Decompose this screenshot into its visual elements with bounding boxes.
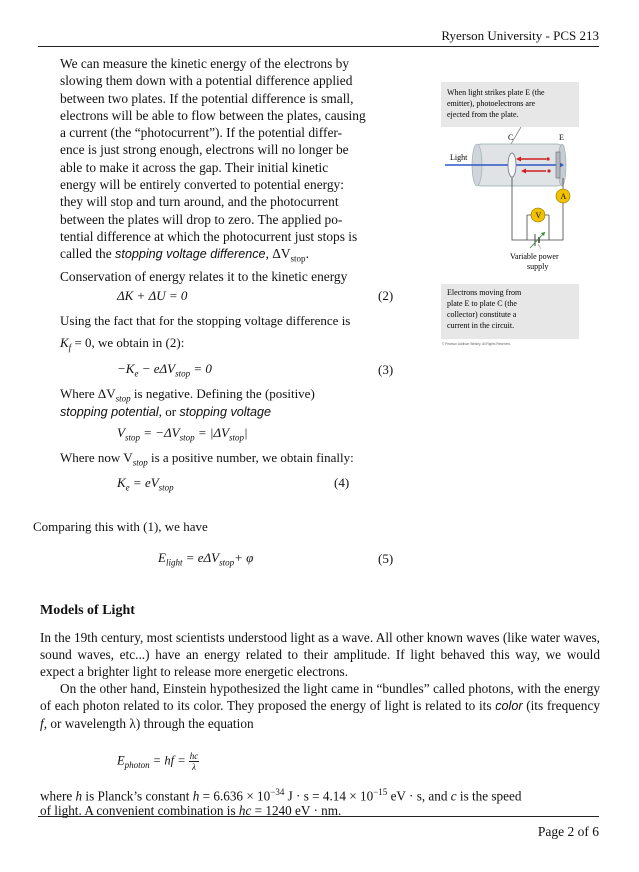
fraction-numerator: hc <box>189 751 199 761</box>
bottom-callout-line: collector) constitute a <box>447 310 517 319</box>
planck-exponent: −15 <box>373 787 388 797</box>
p2-text: , or wavelength λ) through the equation <box>43 716 254 731</box>
photon-eq-part: = hf = <box>149 753 189 768</box>
planck-part: eV · s, and <box>387 788 451 804</box>
equation-4-number: (4) <box>334 475 350 490</box>
stopping-potential-term: stopping potential <box>60 405 159 419</box>
vdef-sub: stop <box>179 432 195 443</box>
intro-line: they will stop and turn around, and the photocurrent <box>60 194 339 210</box>
period: . <box>305 246 309 262</box>
variable-power-label: supply <box>527 262 549 271</box>
where-negative-line <box>60 386 315 404</box>
top-callout-line: emitter), photoelectrons are <box>447 99 536 108</box>
stopping-voltage-difference-term: stopping voltage difference <box>115 247 266 262</box>
vdef-part: V <box>117 425 125 440</box>
top-callout-line: ejected from the plate. <box>447 110 519 119</box>
eq3-part: −K <box>117 361 135 376</box>
planck-constant-line <box>40 787 600 804</box>
equation-3-number: (3) <box>378 362 394 377</box>
planck-part: J · s = 4.14 × 10 <box>284 788 374 804</box>
planck-part: = 6.636 × 10 <box>199 788 271 804</box>
where-part: is negative. Defining the (positive) <box>130 386 315 401</box>
kf-subscript: f <box>68 342 72 353</box>
hc-over-lambda-fraction <box>189 751 200 772</box>
stopping-voltage-term: stopping voltage <box>179 405 272 419</box>
p2-text: On the other hand, Einstein hypothesized the light came in “bundles” called photons, with the energy of each photon related to its color. They proposed the energy of light is related to its <box>40 681 600 713</box>
where-now-line <box>60 450 354 468</box>
intro-line: electrons will be able to flow between the plates, causing <box>60 107 366 123</box>
conservation-line: Conservation of energy relates it to the kinetic energy <box>60 269 348 285</box>
top-callout-line: When light strikes plate E (the <box>447 88 545 97</box>
vdef-sub: stop <box>124 432 140 443</box>
planck-part: is the speed <box>456 788 522 804</box>
conv-part: = 1240 eV · nm. <box>251 803 342 818</box>
equation-3 <box>117 361 212 379</box>
models-of-light-body <box>40 629 600 732</box>
bottom-callout-line: plate E to plate C (the <box>447 299 517 308</box>
intro-line: energy will be entirely converted to potential energy: <box>60 177 344 193</box>
eq3-sub: e <box>134 368 139 379</box>
eq4-sub: e <box>125 482 130 493</box>
photon-eq-part: E <box>117 753 125 768</box>
footer-rule <box>38 816 599 817</box>
intro-line: a current (the “photocurrent”). If the potential differ- <box>60 125 343 141</box>
where-sub: stop <box>115 393 131 404</box>
running-header: Ryerson University - PCS 213 <box>441 28 599 43</box>
where-now-part: is a positive number, we obtain finally: <box>147 450 354 465</box>
intro-paragraph <box>60 55 398 286</box>
eq5-sub: stop <box>219 557 235 568</box>
eq3-part: = 0 <box>190 361 212 376</box>
models-paragraph-1: In the 19th century, most scientists understood light as a wave. All other known waves (like water waves, sound waves, etc...) have an energy related to their amplitude. If light behaved this way, we would expect a brighter light to release more energetic electrons. <box>40 630 600 679</box>
vdef-sub: stop <box>229 432 245 443</box>
collector-plate-c-icon <box>508 153 516 177</box>
variable-power-label: Variable power <box>510 252 559 261</box>
p2-text: (its frequency <box>522 698 601 713</box>
intro-line: tential difference at which the photocurrent just stops is <box>60 228 358 244</box>
intro-line: between two plates. If the potential difference is small, <box>60 90 354 106</box>
bottom-callout-line: Electrons moving from <box>447 288 522 297</box>
eq5-part: = eΔV <box>182 550 220 565</box>
h-symbol: h <box>192 788 200 804</box>
eq3-sub: stop <box>175 368 191 379</box>
models-paragraph-2 <box>40 680 600 732</box>
color-term: color <box>495 699 523 713</box>
stopping-potential-line <box>60 404 271 420</box>
supply-leader <box>538 244 541 249</box>
eq5-part: E <box>158 550 166 565</box>
eq4-part: K <box>117 475 126 490</box>
header-rule <box>38 46 599 47</box>
where-now-sub: stop <box>132 457 148 468</box>
vstop-definition <box>117 425 248 443</box>
vdef-part: = −ΔV <box>139 425 180 440</box>
hc-symbol: hc <box>238 803 252 818</box>
eq5-sub: light <box>165 557 183 568</box>
photoelectric-apparatus-figure <box>441 82 579 350</box>
figure-copyright: © Pearson Addison Wesley. All Rights Reserved. <box>442 342 511 346</box>
where-now-part: Where now V <box>60 450 133 465</box>
ammeter-label: A <box>560 192 567 201</box>
planck-part: where <box>40 788 76 804</box>
conv-part: of light. A convenient combination is <box>40 803 239 818</box>
label-c: C <box>508 133 514 142</box>
equation-2: ΔK + ΔU = 0 <box>117 288 188 303</box>
eq5-part: + φ <box>234 550 254 565</box>
eq3-part: − eΔV <box>138 361 176 376</box>
label-light: Light <box>450 153 468 162</box>
electron-dot-icon <box>547 169 550 172</box>
intro-line: We can measure the kinetic energy of the electrons by <box>60 56 350 71</box>
where-part: Where ΔV <box>60 386 116 401</box>
c-symbol: c <box>450 788 457 804</box>
planck-part: is Planck’s constant <box>82 788 193 804</box>
equation-4 <box>117 475 174 493</box>
intro-line: able to make it across the gap. Their initial kinetic <box>60 159 329 175</box>
bottom-callout-line: current in the circuit. <box>447 321 515 330</box>
kf-zero-line <box>60 335 184 353</box>
section-heading-models-of-light: Models of Light <box>40 603 135 618</box>
using-fact-line: Using the fact that for the stopping voltage difference is <box>60 313 351 328</box>
photon-eq-sub: photon <box>124 759 150 770</box>
eq4-part: = eV <box>129 475 159 490</box>
photon-energy-equation <box>117 751 199 772</box>
label-e: E <box>559 133 564 142</box>
voltmeter-label: V <box>535 211 542 220</box>
planck-exponent: −34 <box>270 787 285 797</box>
page-number: Page 2 of 6 <box>537 824 599 839</box>
or-word: , or <box>158 404 180 419</box>
called-line <box>60 245 398 268</box>
vdef-part: = |ΔV <box>194 425 230 440</box>
eq4-sub: stop <box>158 482 174 493</box>
h-symbol: h <box>75 788 83 804</box>
called-prefix: called the <box>60 246 116 262</box>
kf-rest: = 0, we obtain in (2): <box>71 335 185 350</box>
vdef-part: | <box>244 425 248 440</box>
delta-v-symbol: , ΔV <box>265 246 291 262</box>
equation-5 <box>158 550 253 568</box>
equation-2-number: (2) <box>378 288 394 303</box>
electron-dot-icon <box>546 157 549 160</box>
intro-line: slowing them down with a potential difference applied <box>60 73 353 89</box>
stop-subscript: stop <box>290 253 306 264</box>
equation-5-number: (5) <box>378 551 394 566</box>
f-symbol: f <box>40 716 44 731</box>
intro-line: ence is just strong enough, electrons will no longer be <box>60 142 349 158</box>
comparing-line: Comparing this with (1), we have <box>33 519 208 534</box>
emitter-plate-e-icon <box>556 152 560 178</box>
intro-line: between the plates will drop to zero. The applied po- <box>60 211 343 227</box>
fraction-denominator: λ <box>192 762 196 772</box>
kf-symbol: K <box>60 335 69 350</box>
